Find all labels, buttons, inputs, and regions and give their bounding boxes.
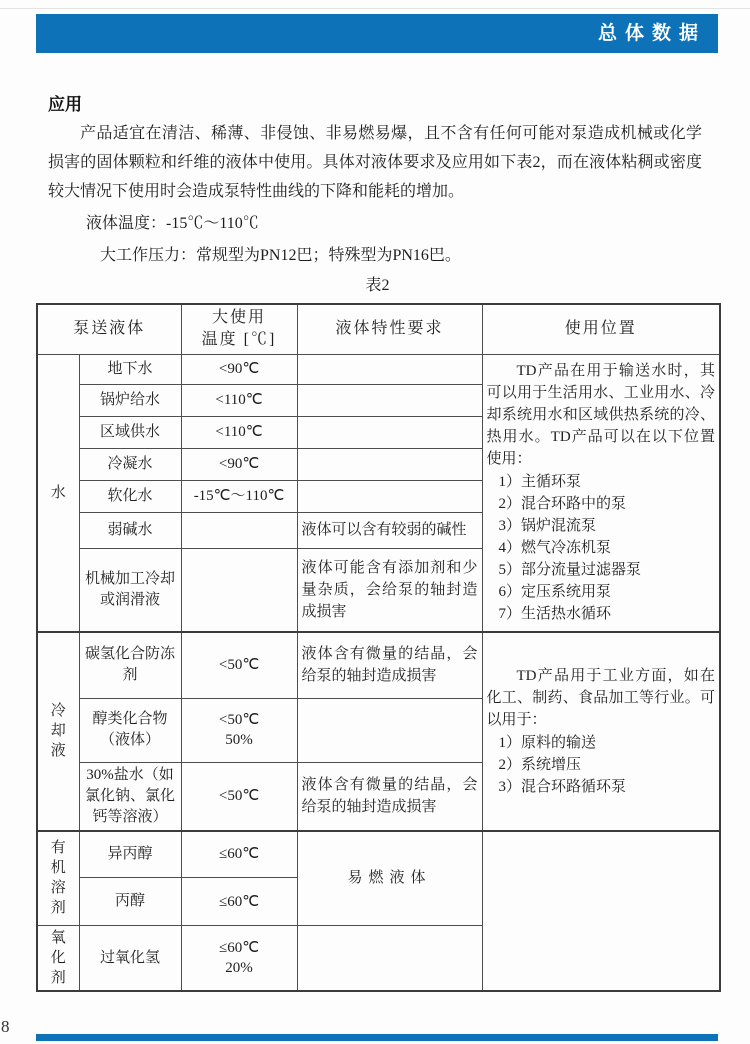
header-max-temp xyxy=(181,304,297,354)
table-row xyxy=(37,831,720,878)
liquid-cell: 30%盐水（如氯化钠、氯化钙等溶液） xyxy=(79,762,181,831)
usage-water-items xyxy=(487,471,716,625)
section-header-bar xyxy=(36,14,718,53)
temp-cell: <110℃ xyxy=(181,384,297,416)
application-section xyxy=(48,90,702,270)
header-characteristics: 液体特性要求 xyxy=(297,304,482,354)
category-water xyxy=(37,354,79,632)
temp-cell: <110℃ xyxy=(181,416,297,448)
usage-cell-industry xyxy=(482,632,720,831)
char-cell xyxy=(297,480,482,512)
char-cell xyxy=(297,416,482,448)
liquid-cell: 区域供水 xyxy=(79,416,181,448)
char-cell xyxy=(297,384,482,416)
temp-concentration: 50% xyxy=(225,732,253,748)
table-header-row xyxy=(37,304,720,354)
usage-list-item: 6）定压系统用泵 xyxy=(498,584,612,601)
temp-concentration: 20% xyxy=(225,960,253,976)
spec-table-wrap xyxy=(36,303,719,992)
temp-cell: -15℃～110℃ xyxy=(181,480,297,512)
liquid-temperature-line: 液体温度：-15℃～110℃ xyxy=(86,215,259,232)
usage-list-item: 1）主循环泵 xyxy=(498,474,582,491)
temp-cell xyxy=(181,512,297,548)
temp-value: <50℃ xyxy=(218,712,260,728)
temp-cell: ≤60℃ xyxy=(181,878,297,926)
char-cell xyxy=(297,926,482,992)
category-label: 水 xyxy=(50,484,66,501)
bottom-accent-bar xyxy=(36,1034,718,1041)
usage-list-item: 5）部分流量过滤器泵 xyxy=(498,562,642,579)
liquid-cell: 醇类化合物（液体） xyxy=(79,698,181,762)
usage-list-item: 1）原料的输送 xyxy=(498,734,597,751)
char-cell: 液体含有微量的结晶，会给泵的轴封造成损害 xyxy=(297,632,482,698)
temp-cell: <50℃ xyxy=(181,632,297,698)
usage-list-item: 2）混合环路中的泵 xyxy=(498,496,627,513)
application-heading: 应用 xyxy=(48,95,82,114)
header-max-temp-line2: 温度 [℃] xyxy=(201,331,277,349)
usage-industry-items xyxy=(487,732,716,798)
category-label: 氧化剂 xyxy=(50,930,66,986)
usage-industry-intro: TD产品用于工业方面，如在化工、制药、食品加工等行业。可以用于： xyxy=(486,667,716,728)
temp-cell: <90℃ xyxy=(181,354,297,384)
liquid-cell: 碳氢化合防冻剂 xyxy=(79,632,181,698)
page-title: 总体数据 xyxy=(597,23,706,44)
top-hairline xyxy=(0,8,750,9)
usage-list-item: 2）系统增压 xyxy=(498,756,582,773)
working-pressure-line: 大工作压力：常规型为PN12巴；特殊型为PN16巴。 xyxy=(100,247,461,264)
usage-cell-water xyxy=(482,354,720,632)
header-pumped-liquid: 泵送液体 xyxy=(37,304,181,354)
liquid-cell: 锅炉给水 xyxy=(79,384,181,416)
liquid-cell: 丙醇 xyxy=(79,878,181,926)
category-oxidizer xyxy=(37,926,79,992)
usage-cell-empty xyxy=(482,831,720,992)
temp-cell xyxy=(181,926,297,992)
liquid-cell: 地下水 xyxy=(79,354,181,384)
liquid-cell: 机械加工冷却或润滑液 xyxy=(79,548,181,632)
temp-cell: ≤60℃ xyxy=(181,831,297,878)
liquid-cell: 弱碱水 xyxy=(79,512,181,548)
application-paragraph: 产品适宜在清洁、稀薄、非侵蚀、非易燃易爆，且不含有任何可能对泵造成机械或化学损害的固体颗粒和纤维的液体中使用。具体对液体要求及应用如下表2，而在液体粘稠或密度较大情况下使用时会造成泵特性曲线的下降和能耗的增加。 xyxy=(48,125,702,200)
category-coolant xyxy=(37,632,79,831)
liquid-cell: 过氧化氢 xyxy=(79,926,181,992)
usage-water-intro: TD产品在用于输送水时，其可以用于生活用水、工业用水、冷却系统用水和区域供热系统的冷、热用水。TD产品可以在以下位置使用： xyxy=(486,363,716,468)
temp-cell: <90℃ xyxy=(181,448,297,480)
header-max-temp-line1: 大使用 xyxy=(212,309,267,327)
page-number: 8 xyxy=(1,1017,10,1036)
char-cell: 液体可能含有添加剂和少量杂质，会给泵的轴封造成损害 xyxy=(297,548,482,632)
category-organic-solvent xyxy=(37,831,79,926)
temp-value: ≤60℃ xyxy=(218,940,260,956)
liquid-cell: 冷凝水 xyxy=(79,448,181,480)
temp-cell xyxy=(181,698,297,762)
header-usage: 使用位置 xyxy=(482,304,720,354)
usage-list-item: 3）锅炉混流泵 xyxy=(498,518,597,535)
usage-list-item: 7）生活热水循环 xyxy=(498,606,612,623)
liquid-cell: 异丙醇 xyxy=(79,831,181,878)
usage-list-item: 4）燃气冷冻机泵 xyxy=(498,540,612,557)
usage-list-item: 3）混合环路循环泵 xyxy=(498,778,627,795)
category-label: 有机溶剂 xyxy=(50,840,66,917)
temp-cell xyxy=(181,548,297,632)
category-label: 冷却液 xyxy=(50,703,66,760)
char-cell-flammable: 易燃液体 xyxy=(297,831,482,926)
char-cell xyxy=(297,698,482,762)
table-caption: 表2 xyxy=(365,277,390,294)
char-cell xyxy=(297,448,482,480)
char-cell: 液体可以含有较弱的碱性 xyxy=(297,512,482,548)
table-row xyxy=(37,354,720,384)
table-row xyxy=(37,632,720,698)
liquid-cell: 软化水 xyxy=(79,480,181,512)
char-cell: 液体含有微量的结晶，会给泵的轴封造成损害 xyxy=(297,762,482,831)
spec-table xyxy=(36,303,721,992)
temp-cell: <50℃ xyxy=(181,762,297,831)
char-cell xyxy=(297,354,482,384)
